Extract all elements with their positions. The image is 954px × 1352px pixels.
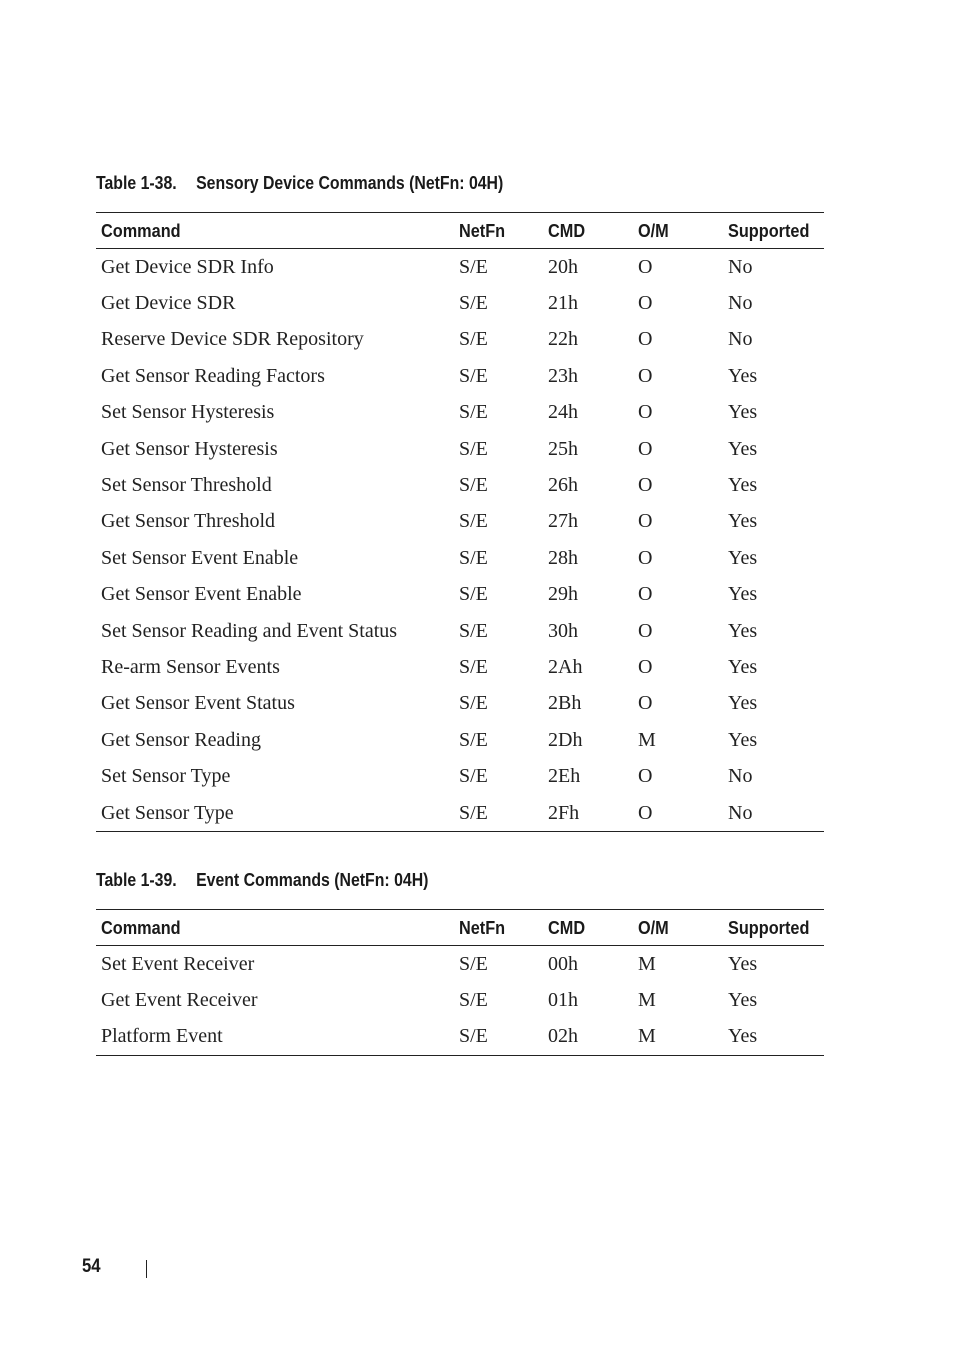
table-row	[96, 613, 824, 649]
table-cell: Yes	[728, 546, 758, 569]
table-row	[96, 540, 824, 576]
page-number: 54	[82, 1256, 101, 1277]
table-cell: M	[638, 989, 656, 1012]
table-cell: S/E	[459, 619, 488, 642]
table-38-caption-number: Table 1-38.	[96, 173, 177, 193]
table-cell: 20h	[548, 255, 578, 278]
table-cell: Set Sensor Threshold	[101, 474, 272, 497]
table-row	[96, 431, 824, 467]
table-row	[96, 577, 824, 613]
table-39-caption-number: Table 1-39.	[96, 870, 177, 890]
table-row	[96, 322, 824, 358]
table-row	[96, 795, 824, 832]
table-cell: Yes	[728, 474, 758, 497]
table-cell: S/E	[459, 437, 488, 460]
table-cell: 23h	[548, 364, 578, 387]
table-cell: Reserve Device SDR Repository	[101, 328, 364, 351]
table-cell: Get Device SDR Info	[101, 255, 274, 278]
table-cell: No	[728, 765, 753, 788]
table-cell: 00h	[548, 952, 578, 975]
table-cell: S/E	[459, 952, 488, 975]
table-row	[96, 686, 824, 722]
table-cell: Set Event Receiver	[101, 952, 255, 975]
table-39-caption	[96, 870, 428, 891]
table-cell: O	[638, 765, 653, 788]
table-cell: S/E	[459, 583, 488, 606]
table-cell: O	[638, 364, 653, 387]
table-cell: S/E	[459, 292, 488, 315]
table-cell: Yes	[728, 510, 758, 533]
table-cell: Yes	[728, 364, 758, 387]
table-cell: Yes	[728, 692, 758, 715]
table-cell: 21h	[548, 292, 578, 315]
table-row	[96, 395, 824, 431]
table-cell: O	[638, 655, 653, 678]
table-cell: No	[728, 255, 753, 278]
table-cell: O	[638, 801, 653, 824]
table-cell: Yes	[728, 619, 758, 642]
column-header-label: Supported	[728, 916, 810, 938]
table-cell: 01h	[548, 989, 578, 1012]
table-cell: O	[638, 692, 653, 715]
table-row	[96, 758, 824, 794]
table-cell: M	[638, 1025, 656, 1048]
table-cell: Get Sensor Event Status	[101, 692, 295, 715]
table-cell: O	[638, 255, 653, 278]
table-row	[96, 467, 824, 503]
page-number-divider	[146, 1260, 147, 1278]
column-header	[454, 213, 543, 249]
table-cell: S/E	[459, 655, 488, 678]
table-cell: No	[728, 801, 753, 824]
table-cell: S/E	[459, 474, 488, 497]
table-cell: O	[638, 292, 653, 315]
table-cell: O	[638, 546, 653, 569]
table-cell: Platform Event	[101, 1025, 223, 1048]
table-row	[96, 982, 824, 1018]
table-cell: S/E	[459, 255, 488, 278]
column-header	[723, 910, 824, 946]
table-row	[96, 504, 824, 540]
table-cell: S/E	[459, 989, 488, 1012]
table-cell: No	[728, 292, 753, 315]
column-header-label: NetFn	[459, 219, 506, 241]
column-header	[543, 213, 633, 249]
column-header	[633, 213, 723, 249]
table-cell: 02h	[548, 1025, 578, 1048]
table-38-caption-title: Sensory Device Commands (NetFn: 04H)	[196, 173, 504, 193]
event-commands-table	[96, 909, 824, 1056]
table-cell: 2Bh	[548, 692, 582, 715]
table-cell: 25h	[548, 437, 578, 460]
table-cell: O	[638, 583, 653, 606]
table-cell: O	[638, 437, 653, 460]
table-body	[96, 249, 824, 832]
table-cell: 2Ah	[548, 655, 583, 678]
table-cell: Yes	[728, 952, 758, 975]
table-cell: 27h	[548, 510, 578, 533]
table-row	[96, 946, 824, 983]
table-cell: 2Dh	[548, 728, 583, 751]
table-cell: O	[638, 474, 653, 497]
table-cell: Yes	[728, 728, 758, 751]
table-cell: Yes	[728, 989, 758, 1012]
table-cell: Get Sensor Threshold	[101, 510, 276, 533]
table-cell: S/E	[459, 692, 488, 715]
table-cell: S/E	[459, 765, 488, 788]
column-header-label: Command	[101, 916, 181, 938]
table-cell: Re-arm Sensor Events	[101, 655, 280, 678]
table-cell: S/E	[459, 728, 488, 751]
table-cell: Yes	[728, 583, 758, 606]
column-header	[96, 910, 454, 946]
table-row	[96, 285, 824, 321]
table-cell: Get Sensor Reading Factors	[101, 364, 325, 387]
column-header	[454, 910, 543, 946]
table-cell: S/E	[459, 401, 488, 424]
table-cell: No	[728, 328, 753, 351]
table-cell: Get Sensor Hysteresis	[101, 437, 278, 460]
table-cell: 29h	[548, 583, 578, 606]
table-row	[96, 249, 824, 286]
table-38-caption	[96, 173, 503, 194]
column-header-label: O/M	[638, 219, 669, 241]
table-cell: M	[638, 952, 656, 975]
column-header-label: CMD	[548, 219, 586, 241]
table-cell: Get Sensor Reading	[101, 728, 261, 751]
column-header	[723, 213, 824, 249]
sensory-device-commands-table	[96, 212, 824, 832]
table-header	[96, 213, 824, 249]
table-cell: S/E	[459, 364, 488, 387]
table-cell: O	[638, 401, 653, 424]
table-cell: Get Device SDR	[101, 292, 236, 315]
table-body	[96, 946, 824, 1056]
column-header	[96, 213, 454, 249]
table-cell: O	[638, 328, 653, 351]
table-cell: Yes	[728, 1025, 758, 1048]
column-header	[633, 910, 723, 946]
column-header-label: O/M	[638, 916, 669, 938]
table-cell: O	[638, 619, 653, 642]
table-cell: Get Event Receiver	[101, 989, 258, 1012]
table-cell: Set Sensor Reading and Event Status	[101, 619, 398, 642]
table-row	[96, 1019, 824, 1056]
table-cell: Set Sensor Hysteresis	[101, 401, 275, 424]
table-cell: S/E	[459, 1025, 488, 1048]
table-row	[96, 649, 824, 685]
column-header-label: Command	[101, 219, 181, 241]
table-cell: 30h	[548, 619, 578, 642]
table-cell: Set Sensor Event Enable	[101, 546, 299, 569]
table-cell: 2Fh	[548, 801, 580, 824]
column-header-label: Supported	[728, 219, 810, 241]
table-cell: O	[638, 510, 653, 533]
table-row	[96, 722, 824, 758]
table-cell: S/E	[459, 801, 488, 824]
table-cell: 22h	[548, 328, 578, 351]
table-header	[96, 910, 824, 946]
table-cell: Yes	[728, 437, 758, 460]
column-header	[543, 910, 633, 946]
table-39-caption-title: Event Commands (NetFn: 04H)	[196, 870, 429, 890]
table-row	[96, 358, 824, 394]
table-cell: 28h	[548, 546, 578, 569]
table-cell: Yes	[728, 655, 758, 678]
table-cell: 26h	[548, 474, 578, 497]
table-cell: 2Eh	[548, 765, 581, 788]
table-cell: S/E	[459, 546, 488, 569]
column-header-label: NetFn	[459, 916, 506, 938]
table-cell: M	[638, 728, 656, 751]
column-header-label: CMD	[548, 916, 586, 938]
table-cell: Get Sensor Event Enable	[101, 583, 302, 606]
table-cell: Set Sensor Type	[101, 765, 231, 788]
table-cell: S/E	[459, 510, 488, 533]
table-cell: S/E	[459, 328, 488, 351]
table-cell: Get Sensor Type	[101, 801, 234, 824]
table-cell: 24h	[548, 401, 578, 424]
table-cell: Yes	[728, 401, 758, 424]
